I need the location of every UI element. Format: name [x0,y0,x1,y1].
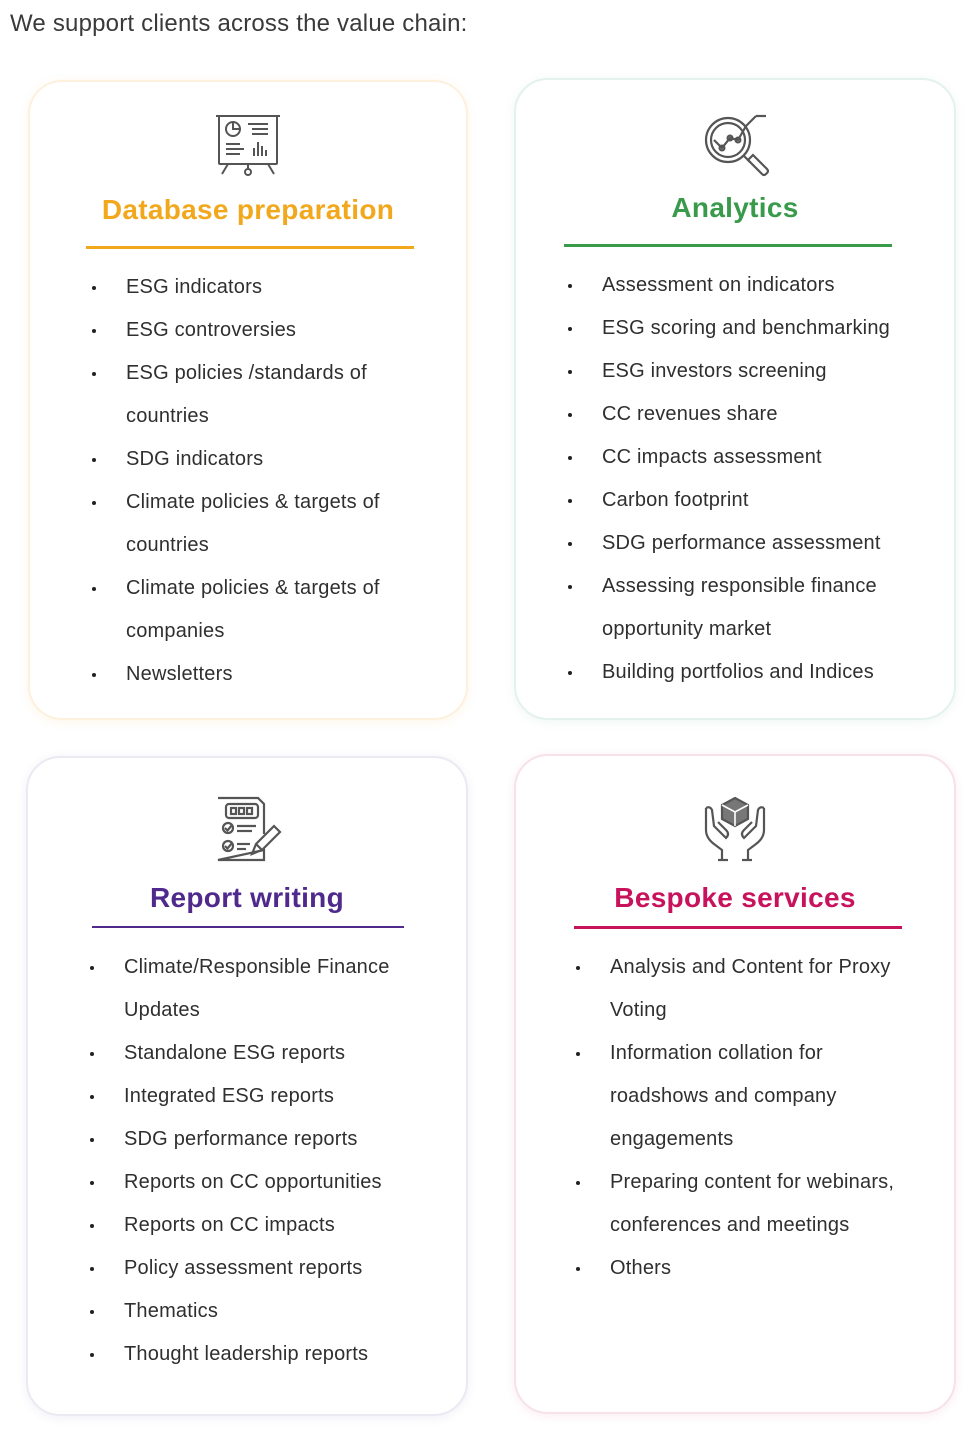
list-item: Reports on CC impacts [88,1204,428,1247]
list-item: SDG performance reports [88,1118,428,1161]
list-item: Climate policies & targets of companies [90,567,430,653]
bullet-list [574,946,914,1290]
card-report-writing [26,756,468,1416]
presentation-board-icon [30,112,466,185]
list-item: Carbon footprint [566,479,946,522]
bullet-list [88,946,428,1376]
title-underline [564,244,892,247]
card-database-preparation [28,80,468,720]
card-title: Bespoke services [614,882,856,913]
magnifier-chart-icon [516,110,954,185]
list-item: Climate policies & targets of countries [90,481,430,567]
list-item: Standalone ESG reports [88,1032,428,1075]
list-item: Reports on CC opportunities [88,1161,428,1204]
bullet-list [566,264,946,694]
title-underline [574,926,902,929]
list-item: Policy assessment reports [88,1247,428,1290]
list-item: Information collation for roadshows and company engagements [574,1032,914,1161]
title-underline [92,926,404,928]
list-item: Newsletters [90,653,430,696]
list-item: SDG indicators [90,438,430,481]
card-analytics [514,78,956,720]
list-item: CC revenues share [566,393,946,436]
card-title: Analytics [671,192,799,223]
list-item: CC impacts assessment [566,436,946,479]
card-bespoke-services [514,754,956,1414]
card-title: Report writing [150,882,344,913]
list-item: Assessing responsible finance opportunity market [566,565,946,651]
intro-text: We support clients across the value chain: [10,10,468,37]
card-title: Database preparation [101,194,395,225]
hands-holding-box-icon [516,794,954,869]
list-item: ESG indicators [90,266,430,309]
list-item: Climate/Responsible Finance Updates [88,946,428,1032]
title-underline [86,246,414,249]
list-item: ESG investors screening [566,350,946,393]
list-item: Integrated ESG reports [88,1075,428,1118]
list-item: Assessment on indicators [566,264,946,307]
bullet-list [90,266,430,696]
list-item: Building portfolios and Indices [566,651,946,694]
list-item: Thematics [88,1290,428,1333]
list-item: Preparing content for webinars, conferences and meetings [574,1161,914,1247]
list-item: ESG controversies [90,309,430,352]
list-item: ESG policies /standards of countries [90,352,430,438]
list-item: Others [574,1247,914,1290]
list-item: ESG scoring and benchmarking [566,307,946,350]
checklist-report-icon [28,794,466,869]
list-item: SDG performance assessment [566,522,946,565]
list-item: Analysis and Content for Proxy Voting [574,946,914,1032]
list-item: Thought leadership reports [88,1333,428,1376]
